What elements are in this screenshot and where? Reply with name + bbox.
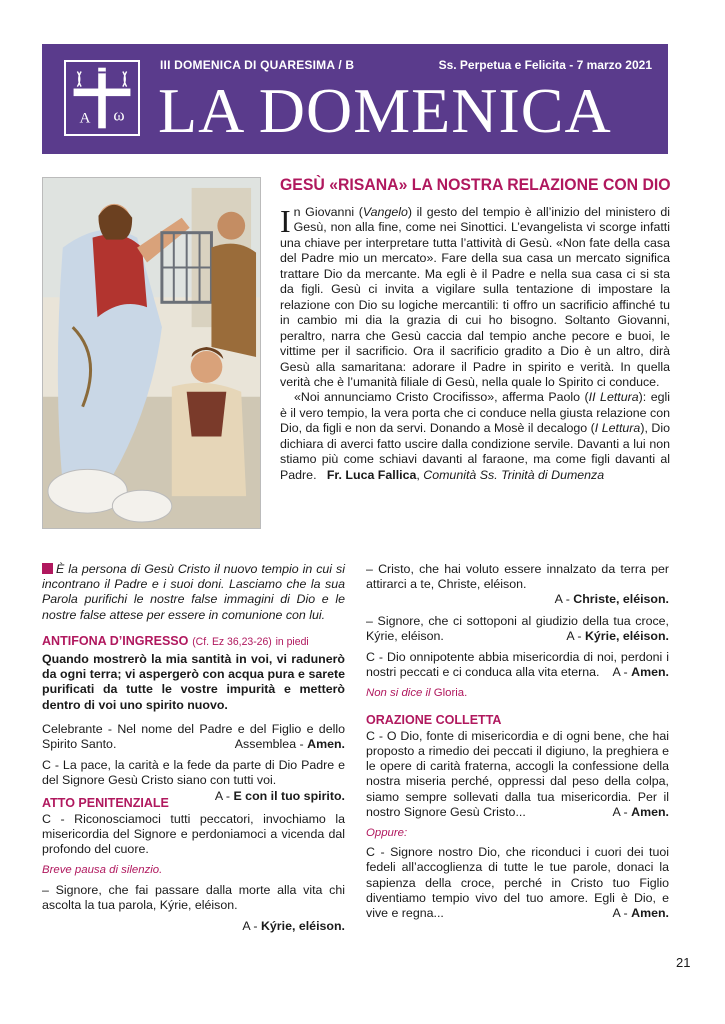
colletta-heading: ORAZIONE COLLETTA bbox=[366, 711, 502, 727]
rubric-pausa: Breve pausa di silenzio. bbox=[42, 864, 163, 877]
jesus-temple-painting bbox=[42, 177, 261, 529]
invocation-1: – Signore, che fai passare dalla morte alla vita chi ascolta la tua parola, Kýrie, eléison. bbox=[42, 882, 345, 912]
masthead-title: LA DOMENICA bbox=[158, 75, 612, 146]
author-name: Fr. Luca Fallica bbox=[326, 467, 417, 482]
cross-logo-icon bbox=[64, 60, 140, 136]
date-line: Ss. Perpetua e Felicita - 7 marzo 2021 bbox=[438, 58, 652, 72]
atto-penitenziale-heading: ATTO PENITENZIALE bbox=[42, 794, 169, 810]
square-bullet-icon bbox=[42, 563, 53, 574]
antifona-text: Quando mostrerò la mia santità in voi, vi radunerò da ogni terra; vi aspergerò con acqua pura e sarete purificati da tutte le vostre impurità e metterò dentro di voi uno spirito nuovo. bbox=[42, 652, 345, 712]
author-community: Comunità Ss. Trinità di Dumenza bbox=[423, 467, 605, 482]
article-paragraph-1: In Giovanni (Vangelo) il gesto del tempio è all’inizio del ministero di Gesù, non alla fine, come nei Sinottici. L’evangelista vi scorge infatti una chiave per interpretare tutta l’attività di Gesù. «Non fate della casa del Padre mio un mercato». Fare della sua casa un mercato significa trattare Dio da mercante. Ma egli è il Padre e nella sua casa ci si sta da figli. Gesù ci invita a vigilare sulla tentazione di impostare la relazione con Dio su logiche mercantili: ti offro un sacrificio affinché tu in cambio mi dia la grazia di cui ho bisogno. Soltanto Giovanni, peraltro, narra che Gesù caccia dal tempio anche pecore e buoi, le vittime per il sacrificio. Ora il sacrificio gradito a Dio è un altro, dirà Gesù alla samaritana: adorare il Padre in spirito e verità. In quella verità che è l’umanità filiale di Gesù, nella quale lo Spirito ci conduce. bbox=[280, 203, 670, 389]
left-column bbox=[42, 562, 345, 934]
atto-penitenziale-text: C - Riconosciamoci tutti peccatori, invochiamo la misericordia del Signore e perdoniamoci a vicenda dal profondo del cuore. bbox=[42, 811, 345, 857]
invocation-2: – Cristo, che hai voluto essere innalzato da terra per attirarci a te, Christe, eléison. bbox=[366, 562, 669, 592]
colletta-text: C - O Dio, fonte di misericordia e di ogni bene, che hai proposto a rimedio dei peccati il digiuno, la preghiera e le opere di carità fraterna, accogli la confessione della nostra miseria perché, oppressi dal peso della colpa, siamo sempre sollevati dalla tua misericordia. Per il nostro Signore Gesù Cristo... A - Amen. bbox=[366, 728, 669, 819]
drop-cap: I bbox=[280, 203, 291, 239]
saluto: C - La pace, la carità e la fede da parte di Dio Padre e del Signore Gesù Cristo siano con tutti voi. A - E con il tuo spirito. bbox=[42, 758, 345, 803]
header-banner bbox=[42, 44, 668, 154]
antifona-heading: ANTIFONA D’INGRESSO (Cf. Ez 36,23-26) in piedi bbox=[42, 632, 309, 648]
article-title: GESÙ «RISANA» LA NOSTRA RELAZIONE CON DIO bbox=[280, 175, 671, 194]
svg-text:ω: ω bbox=[113, 105, 125, 125]
svg-text:A: A bbox=[79, 109, 91, 127]
invocation-2-response: A - Christe, eléison. bbox=[554, 592, 669, 607]
colletta-alternative: C - Signore nostro Dio, che riconduci i cuori dei tuoi fedeli all’accoglienza di tutte le tue parole, donaci la sapienza della croce, perché in Cristo tuo Figlio diventiamo tempio vivo del tuo amore. Egli è Dio, e vive e regna... A - Amen. bbox=[366, 845, 669, 921]
rubric-oppure: Oppure: bbox=[366, 827, 408, 840]
assoluzione: C - Dio onnipotente abbia misericordia di noi, perdoni i nostri peccati e ci conduca alla vita eterna. A - Amen. bbox=[366, 650, 669, 680]
liturgical-day: III DOMENICA DI QUARESIMA / B bbox=[160, 58, 355, 72]
invocation-3: – Signore, che ci sottoponi al giudizio della tua croce, Kýrie, eléison. A - Kýrie, eléison. bbox=[366, 613, 669, 643]
page-number: 21 bbox=[676, 955, 691, 970]
article-paragraph-2: «Noi annunciamo Cristo Crocifisso», afferma Paolo (II Lettura): egli è il vero tempio, la vera porta che ci conduce nella giusta relazione con Dio, da figli e non da servi. Donando a Mosè il decalogo (I Lettura), Dio dichiara di averci fatto uscire dalla condizione servile. Davanti a lui non stiamo più come schiavi davanti al faraone, ma come figli davanti al Padre. Fr. Luca Fallica, Comunità Ss. Trinità di Dumenza bbox=[280, 390, 670, 482]
rubric-gloria: Non si dice il Gloria. bbox=[366, 687, 468, 700]
article-body bbox=[280, 205, 670, 483]
invocation-1-response: A - Kýrie, eléison. bbox=[242, 919, 345, 934]
celebrante-greeting: Celebrante - Nel nome del Padre e del Figlio e dello Spirito Santo. Assemblea - Amen. bbox=[42, 721, 345, 752]
right-column bbox=[366, 562, 669, 927]
intro-text: È la persona di Gesù Cristo il nuovo tempio in cui si incontrano il Padre e i suoi doni. Lasciamo che la sua Parola purifichi le nostre false immagini di Dio e le nostre false attese per essere in comunione con lui. bbox=[42, 562, 345, 622]
